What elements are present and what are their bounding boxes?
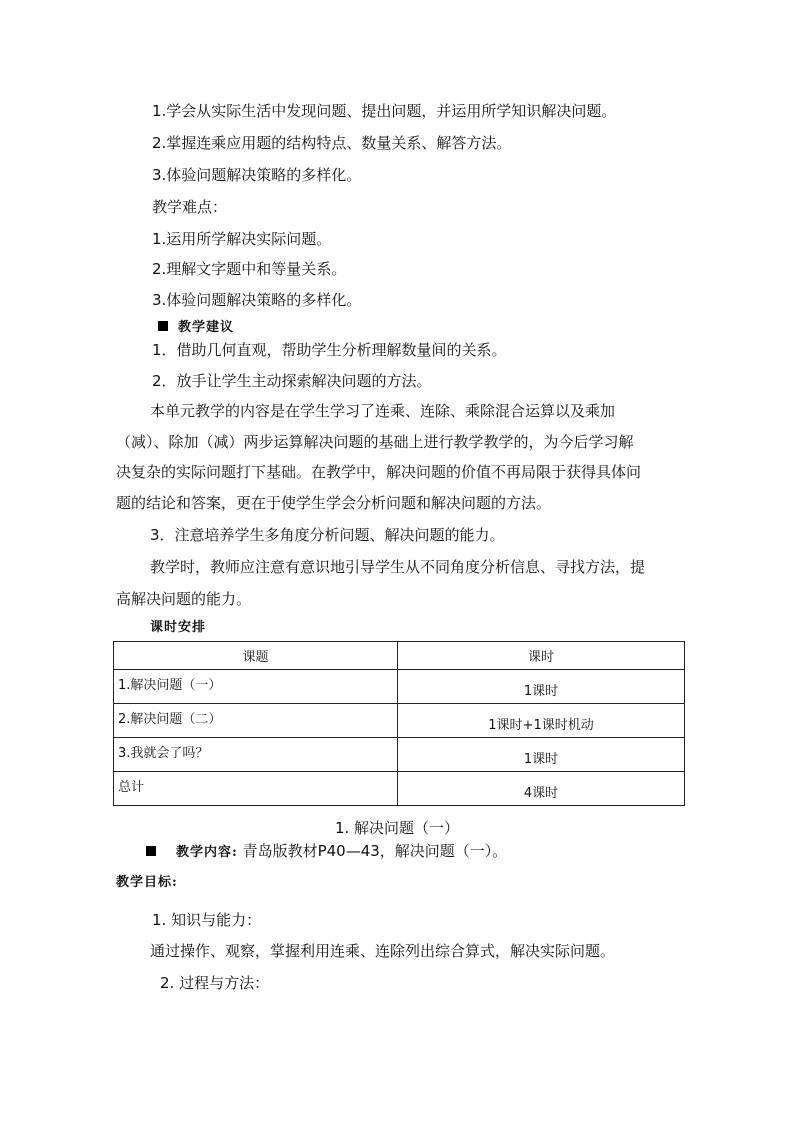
suggestion-line-3: 3．注意培养学生多角度分析问题、解决问题的能力。 — [150, 526, 505, 544]
objective-1-label: 1. 知识与能力： — [152, 911, 262, 929]
difficulty-line-1: 1.运用所学解决实际问题。 — [152, 230, 332, 248]
content-row — [146, 841, 507, 863]
square-bullet-icon — [158, 321, 168, 331]
suggestion-line-2: 2．放手让学生主动探索解决问题的方法。 — [152, 372, 432, 390]
difficulty-heading: 教学难点： — [152, 198, 228, 216]
schedule-heading: 课时安排 — [150, 620, 207, 635]
topic-cell: 3.我就会了吗？ — [114, 738, 398, 772]
difficulty-line-3: 3.体验问题解决策略的多样化。 — [152, 291, 362, 309]
content-label: 教学内容: — [176, 845, 238, 860]
objective-1-text: 通过操作、观察，掌握利用连乘、连除列出综合算式，解决实际问题。 — [150, 942, 616, 960]
hours-cell: 1课时+1课时机动 — [398, 704, 685, 738]
topic-cell: 总计 — [114, 772, 398, 806]
suggestion-line-1: 1．借助几何直观，帮助学生分析理解数量间的关系。 — [152, 341, 507, 359]
paragraph-line-1: 本单元教学的内容是在学生学习了连乘、连除、乘除混合运算以及乘加 — [150, 402, 616, 420]
table-row — [114, 738, 685, 772]
table-row — [114, 772, 685, 806]
paragraph-line-3: 决复杂的实际问题打下基础。在教学中，解决问题的价值不再局限于获得具体问 — [116, 463, 642, 481]
hours-cell: 1课时 — [398, 670, 685, 704]
table-row — [114, 704, 685, 738]
hours-cell: 1课时 — [398, 738, 685, 772]
section-title: 1. 解决问题（一） — [334, 819, 460, 837]
topic-cell: 1.解决问题（一） — [114, 670, 398, 704]
objectives-heading: 教学目标: — [116, 875, 178, 890]
table-header-row — [114, 642, 685, 670]
topic-cell: 2.解决问题（二） — [114, 704, 398, 738]
difficulty-line-2: 2.理解文字题中和等量关系。 — [152, 260, 347, 278]
goal-line-2: 2.掌握连乘应用题的结构特点、数量关系、解答方法。 — [152, 134, 512, 152]
paragraph2-line-1: 教学时，教师应注意有意识地引导学生从不同角度分析信息、寻找方法，提 — [150, 558, 646, 576]
header-topic: 课题 — [114, 642, 398, 670]
schedule-table — [113, 641, 685, 806]
suggestion-heading-row — [158, 316, 234, 338]
square-bullet-icon — [146, 846, 156, 856]
paragraph-line-4: 题的结论和答案，更在于使学生学会分析问题和解决问题的方法。 — [116, 494, 552, 512]
table-row — [114, 670, 685, 704]
content-text: 青岛版教材P40—43，解决问题（一）。 — [237, 842, 508, 860]
goal-line-1: 1.学会从实际生活中发现问题、提出问题，并运用所学知识解决问题。 — [152, 102, 617, 120]
paragraph-line-2: （减）、除加（减）两步运算解决问题的基础上进行教学教学的，为今后学习解 — [116, 433, 634, 451]
hours-cell: 4课时 — [398, 772, 685, 806]
suggestion-heading: 教学建议 — [178, 320, 235, 335]
goal-line-3: 3.体验问题解决策略的多样化。 — [152, 166, 362, 184]
objective-2-label: 2. 过程与方法： — [160, 974, 270, 992]
paragraph2-line-2: 高解决问题的能力。 — [116, 590, 252, 608]
header-hours: 课时 — [398, 642, 685, 670]
